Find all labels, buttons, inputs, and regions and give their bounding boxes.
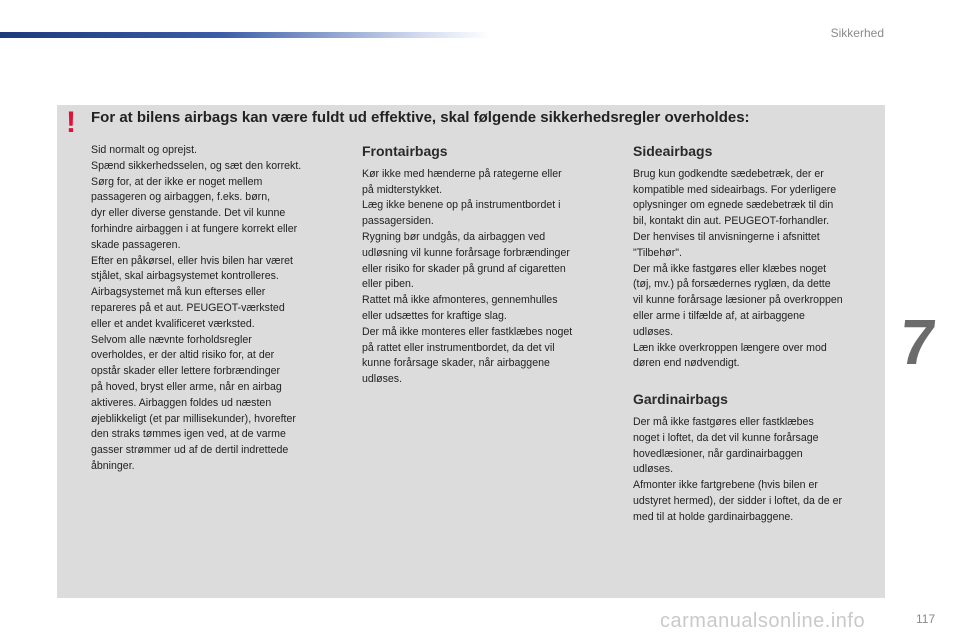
text-line: stjålet, skal airbagsystemet kontrolleres. — [91, 270, 279, 283]
text-line: Der må ikke monteres eller fastklæbes noget — [362, 325, 573, 338]
gardinairbags-section — [633, 392, 881, 525]
section-label: Sikkerhed — [830, 26, 884, 40]
text-line: noget i loftet, da det vil kunne forårsage — [633, 431, 819, 444]
text-line: "Tilbehør". — [633, 246, 682, 259]
text-line: Efter en påkørsel, eller hvis bilen har været — [91, 254, 293, 267]
text-line: Spænd sikkerhedsselen, og sæt den korrekt. — [91, 159, 302, 172]
text-line: Sørg for, at der ikke er noget mellem — [91, 175, 263, 188]
text-line: kunne forårsage skader, når airbaggene — [362, 357, 550, 370]
frontairbags-section — [362, 144, 612, 388]
text-line: på rattet eller instrumentbordet, da det vil — [362, 341, 555, 354]
text-line: øjeblikkeligt (et par millisekunder), hvorefter — [91, 412, 296, 425]
page-number: 117 — [916, 612, 936, 626]
side-and-curtain-column — [633, 144, 881, 526]
text-line: overholdes, er der altid risiko for, at der — [91, 349, 275, 362]
sideairbags-heading: Sideairbags — [633, 143, 713, 159]
text-line: med til at holde gardinairbaggene. — [633, 510, 794, 523]
text-line: Rygning bør undgås, da airbaggen ved — [362, 230, 546, 243]
text-line: skade passageren. — [91, 238, 181, 251]
text-line: Airbagsystemet må kun efterses eller — [91, 286, 266, 299]
text-line: Selvom alle nævnte forholdsregler — [91, 333, 252, 346]
text-line: Læn ikke overkroppen længere over mod — [633, 341, 827, 354]
text-line: udstyret hermed), der sidder i loftet, da de er — [633, 494, 843, 507]
text-line: den straks tømmes igen ved, at de varme — [91, 428, 286, 441]
text-line: eller arme i tilfælde af, at airbaggene — [633, 309, 805, 322]
text-line: dyr eller diverse genstande. Det vil kunne — [91, 207, 286, 220]
text-line: på hoved, bryst eller arme, når en airbag — [91, 380, 282, 393]
sideairbags-section — [633, 144, 881, 372]
text-line: åbninger. — [91, 459, 135, 472]
text-line: passagersiden. — [362, 215, 434, 228]
text-line: Der må ikke fastgøres eller klæbes noget — [633, 262, 827, 275]
text-line: Kør ikke med hænderne på rategerne eller — [362, 167, 562, 180]
text-line: Der må ikke fastgøres eller fastklæbes — [633, 415, 814, 428]
exclamation-icon: ! — [66, 106, 76, 139]
text-line: repareres på et aut. PEUGEOT-værksted — [91, 301, 285, 314]
text-line: bil, kontakt din aut. PEUGEOT-forhandler. — [633, 215, 830, 228]
text-line: udløsning vil kunne forårsage forbrændinger — [362, 246, 570, 259]
text-line: hovedlæsioner, når gardinairbaggen — [633, 447, 803, 460]
chapter-number: 7 — [896, 306, 940, 378]
text-line: Sid normalt og oprejst. — [91, 144, 197, 156]
text-line: (tøj, mv.) på forsædernes ryglæn, da dette — [633, 278, 831, 291]
text-line: eller udsættes for kraftige slag. — [362, 309, 507, 322]
text-line: oplysninger om egnede sædebetræk til din — [633, 199, 834, 212]
header-accent-bar — [0, 32, 490, 38]
text-line: Afmonter ikke fartgrebene (hvis bilen er — [633, 479, 818, 492]
text-line: udløses. — [633, 325, 674, 338]
text-line: Der henvises til anvisningerne i afsnittet — [633, 230, 820, 243]
panel-title: For at bilens airbags kan være fuldt ud effektive, skal følgende sikkerhedsregler overholdes: — [91, 109, 750, 126]
text-line: opstår skader eller lettere forbrændinger — [91, 365, 281, 378]
text-line: aktiveres. Airbaggen foldes ud næsten — [91, 396, 272, 409]
text-line: passageren og airbaggen, f.eks. børn, — [91, 191, 271, 204]
text-line: vil kunne forårsage læsioner på overkroppen — [633, 294, 843, 307]
text-line: døren end nødvendigt. — [633, 357, 740, 370]
gardinairbags-heading: Gardinairbags — [633, 391, 728, 408]
text-line: på midterstykket. — [362, 183, 443, 196]
text-line: Læg ikke benene op på instrumentbordet i — [362, 199, 561, 212]
text-line: udløses. — [362, 373, 403, 386]
text-line: kompatible med sideairbags. For yderligere — [633, 183, 837, 196]
text-line: eller risiko for skader på grund af cigaretten — [362, 262, 566, 275]
watermark: carmanualsonline.info — [660, 610, 866, 632]
text-line: Rattet må ikke afmonteres, gennemhulles — [362, 294, 558, 307]
general-rules-column — [91, 143, 351, 475]
frontairbags-heading: Frontairbags — [362, 143, 448, 159]
text-line: gasser strømmer ud af de dertil indrettede — [91, 444, 289, 457]
text-line: eller et andet kvalificeret værksted. — [91, 317, 255, 330]
text-line: Brug kun godkendte sædebetræk, der er — [633, 167, 824, 180]
text-line: forhindre airbaggen i at fungere korrekt eller — [91, 222, 298, 235]
text-line: udløses. — [633, 463, 674, 476]
text-line: eller piben. — [362, 278, 414, 291]
